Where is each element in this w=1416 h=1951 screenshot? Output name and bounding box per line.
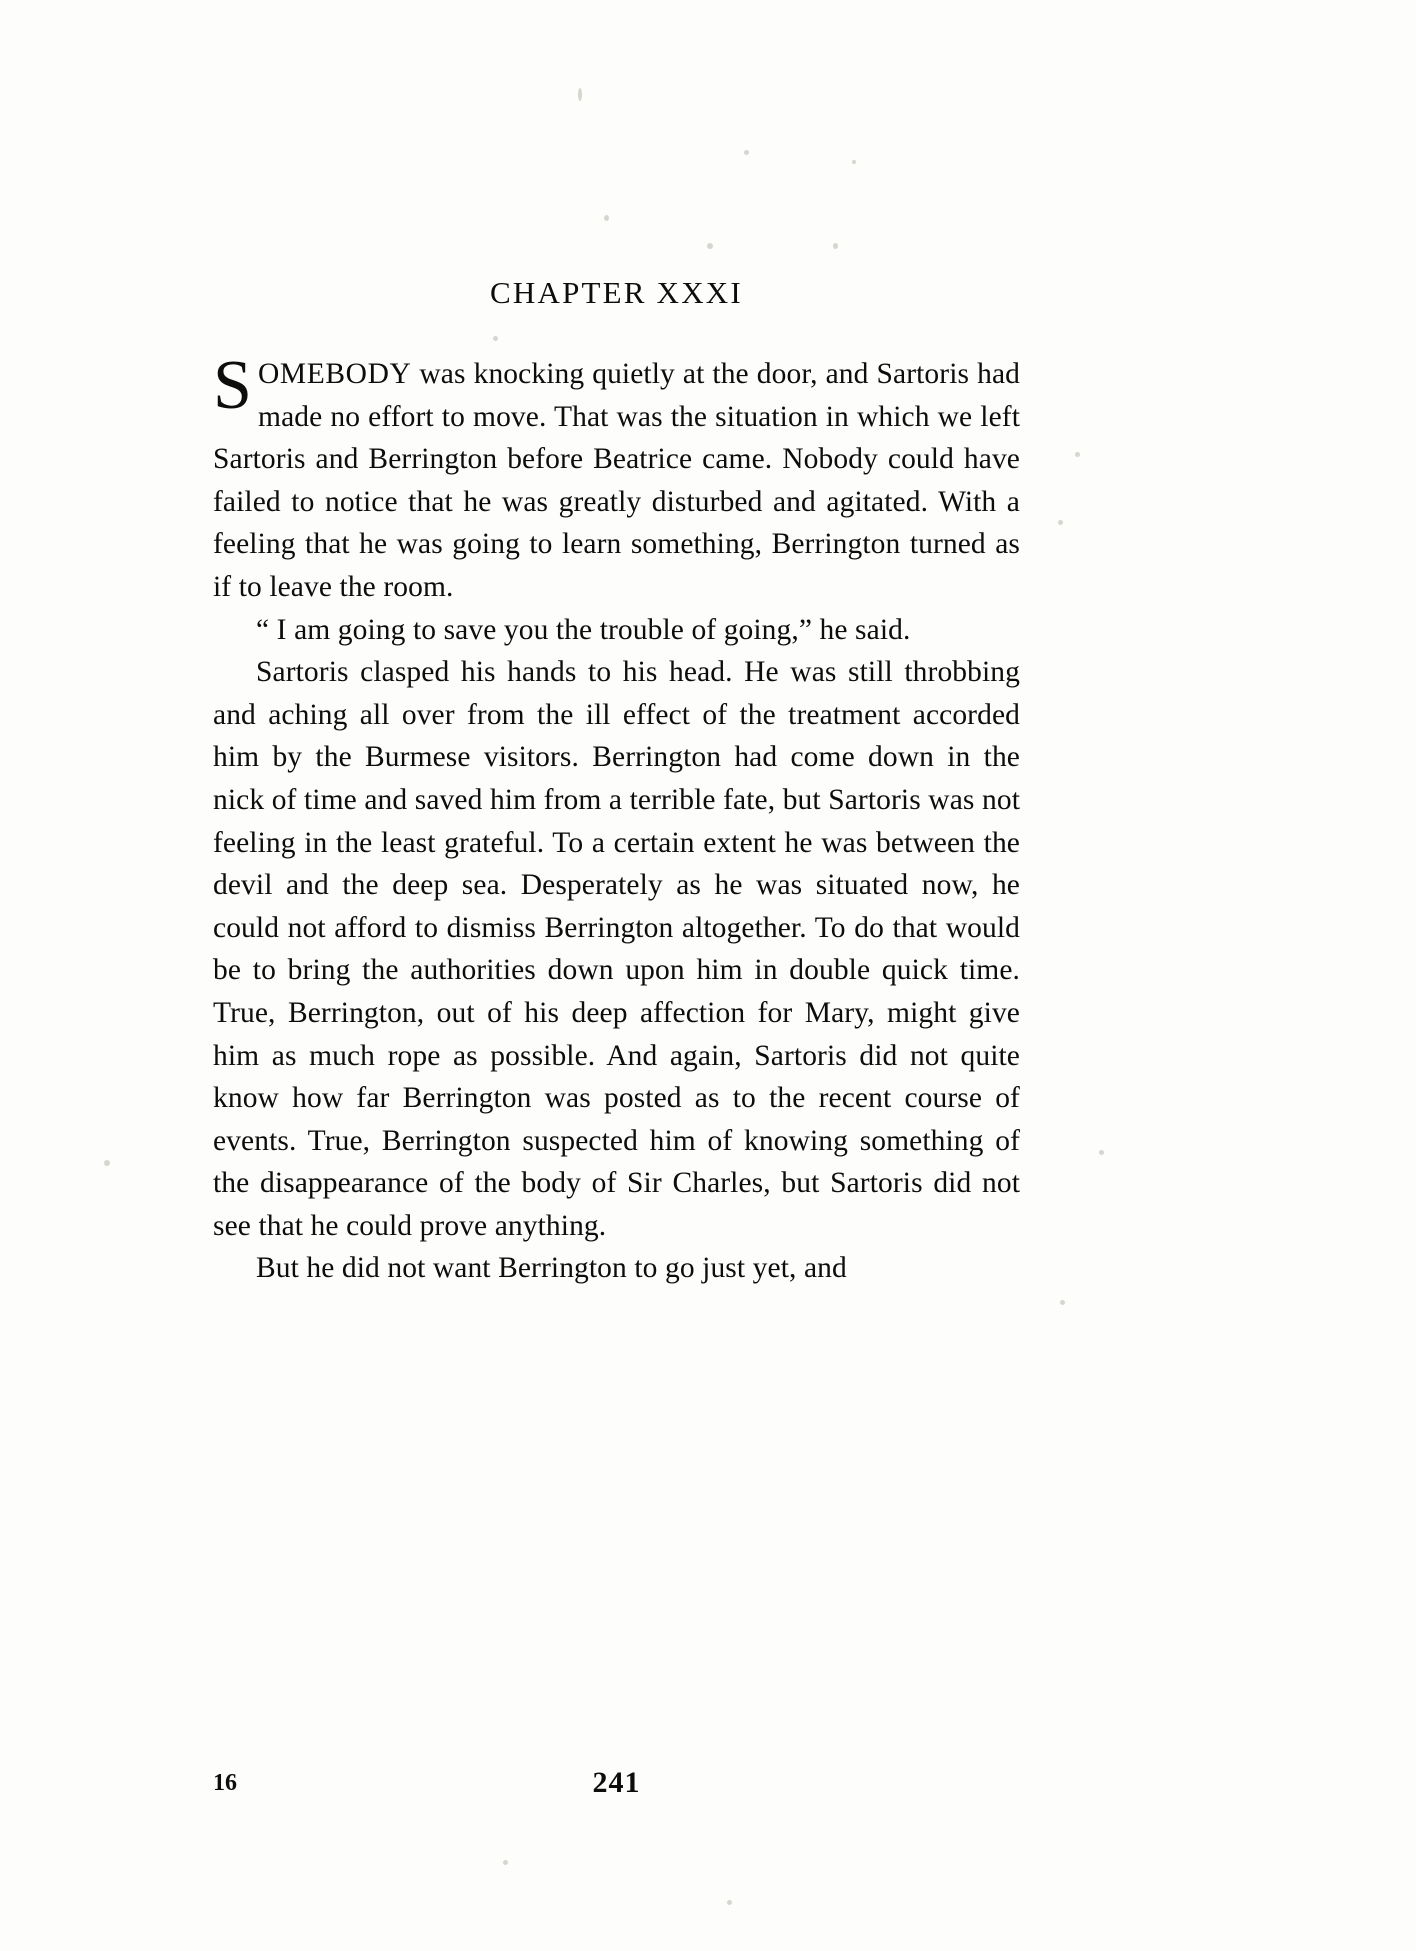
scan-speck [104, 1160, 110, 1166]
paragraph-2-text: “ I am going to save you the trouble of going,” he said. [256, 613, 911, 646]
paragraph-4 [213, 1247, 1020, 1290]
scan-speck [727, 1900, 732, 1905]
scan-speck [578, 88, 582, 101]
body-text [213, 347, 1020, 1290]
scan-speck [1075, 452, 1080, 457]
paragraph-1-lead-word: OMEBODY [258, 358, 412, 390]
chapter-heading: CHAPTER XXXI [490, 275, 743, 310]
scan-speck [1058, 520, 1063, 525]
paragraph-2 [213, 609, 1020, 652]
scan-speck [707, 243, 713, 249]
page-number: 241 [592, 1766, 641, 1799]
scan-speck [744, 150, 749, 155]
paragraph-1-text: was knocking quietly at the door, and Sartoris had made no effort to move. That was the situation in which we left Sartoris and Berrington before Beatrice came. Nobody could have failed to notice that he was greatly disturbed and agitated. With a feeling that he was going to learn something, Berrington turned as if to leave the room. [213, 358, 1020, 603]
scan-speck [1060, 1300, 1065, 1305]
drop-cap-letter: S [213, 347, 253, 424]
paragraph-4-text: But he did not want Berrington to go just yet, and [256, 1252, 847, 1285]
scan-speck [503, 1860, 508, 1865]
paragraph-3 [213, 651, 1020, 1247]
page-footer [213, 1766, 1020, 1810]
signature-mark: 16 [213, 1770, 237, 1796]
scan-speck [604, 215, 609, 221]
scan-speck [852, 160, 856, 164]
page-content [213, 275, 1020, 1290]
paragraph-1 [213, 347, 1020, 609]
scan-speck [1099, 1150, 1104, 1155]
paragraph-3-text: Sartoris clasped his hands to his head. He was still throbbing and aching all over from the ill effect of the treatment accorded him by the Burmese visitors. Berrington had come down in the nick of time and saved him from a terrible fate, but Sartoris was not feeling in the least grateful. To a certain extent he was between the devil and the deep sea. Desperately as he was situated now, he could not afford to dismiss Berrington altogether. To do that would be to bring the authorities down upon him in double quick time. True, Berrington, out of his deep affection for Mary, might give him as much rope as possible. And again, Sartoris did not quite know how far Berrington was posted as to the recent course of events. True, Berrington suspected him of knowing something of the disappearance of the body of Sir Charles, but Sartoris did not see that he could prove anything. [213, 656, 1020, 1242]
scan-speck [833, 243, 838, 249]
